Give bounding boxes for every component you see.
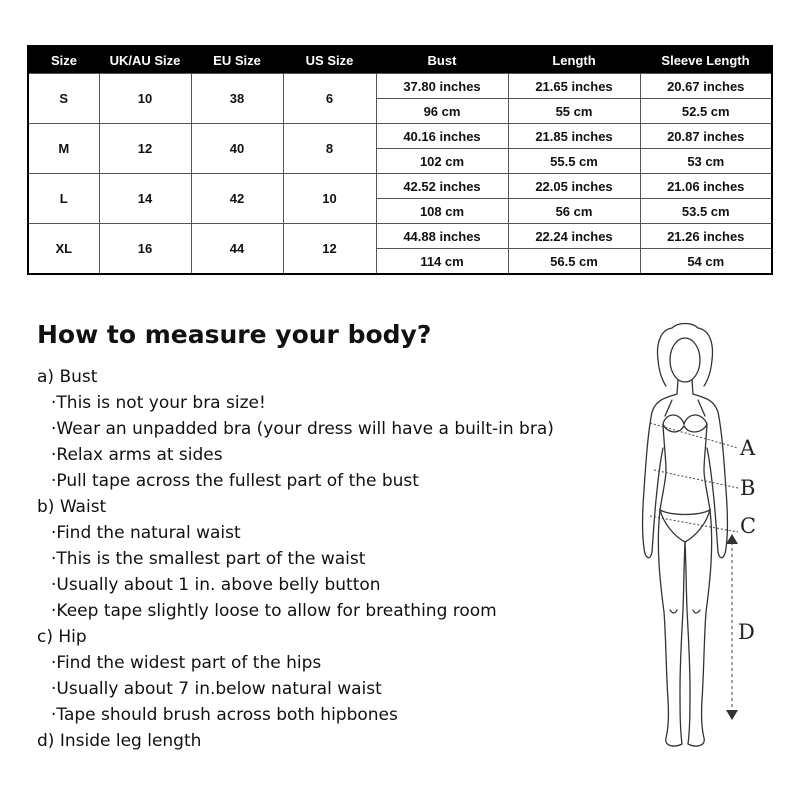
measure-guide bbox=[37, 318, 617, 754]
cell-size: XL bbox=[28, 224, 99, 275]
cell-size: M bbox=[28, 124, 99, 174]
header-length: Length bbox=[508, 46, 640, 74]
guide-tip: ·Usually about 7 in.below natural waist bbox=[51, 679, 382, 699]
guide-tip: ·Keep tape slightly loose to allow for breathing room bbox=[51, 601, 497, 621]
cell-us-size: 10 bbox=[283, 174, 376, 224]
cell-uk-size: 14 bbox=[99, 174, 191, 224]
body-figure bbox=[620, 320, 790, 760]
cell-eu-size: 38 bbox=[191, 74, 283, 124]
guide-tip: ·Tape should brush across both hipbones bbox=[51, 705, 398, 725]
section-heading-bust: a) Bust bbox=[37, 367, 98, 387]
cell-sleeve-cm: 52.5 cm bbox=[640, 99, 772, 124]
cell-bust-cm: 114 cm bbox=[376, 249, 508, 275]
header-us-size: US Size bbox=[283, 46, 376, 74]
cell-bust-cm: 102 cm bbox=[376, 149, 508, 174]
table-header-row bbox=[28, 46, 772, 74]
cell-length-cm: 55.5 cm bbox=[508, 149, 640, 174]
header-bust: Bust bbox=[376, 46, 508, 74]
label-d: D bbox=[738, 620, 755, 644]
cell-uk-size: 16 bbox=[99, 224, 191, 275]
cell-length-inches: 22.24 inches bbox=[508, 224, 640, 249]
cell-bust-inches: 37.80 inches bbox=[376, 74, 508, 99]
guide-tip: ·Usually about 1 in. above belly button bbox=[51, 575, 381, 595]
cell-length-cm: 56 cm bbox=[508, 199, 640, 224]
guide-title: How to measure your body? bbox=[37, 320, 432, 349]
section-heading-waist: b) Waist bbox=[37, 497, 107, 517]
cell-uk-size: 10 bbox=[99, 74, 191, 124]
cell-bust-inches: 40.16 inches bbox=[376, 124, 508, 149]
label-c: C bbox=[740, 514, 757, 538]
cell-length-cm: 55 cm bbox=[508, 99, 640, 124]
cell-size: S bbox=[28, 74, 99, 124]
arrow-icon bbox=[620, 320, 790, 760]
cell-sleeve-inches: 21.26 inches bbox=[640, 224, 772, 249]
header-eu-size: EU Size bbox=[191, 46, 283, 74]
section-heading-hip: c) Hip bbox=[37, 627, 87, 647]
cell-us-size: 12 bbox=[283, 224, 376, 275]
cell-us-size: 6 bbox=[283, 74, 376, 124]
cell-sleeve-cm: 53.5 cm bbox=[640, 199, 772, 224]
table-row bbox=[28, 174, 772, 199]
header-uk-au-size: UK/AU Size bbox=[99, 46, 191, 74]
cell-bust-cm: 96 cm bbox=[376, 99, 508, 124]
cell-us-size: 8 bbox=[283, 124, 376, 174]
size-chart-table bbox=[27, 45, 773, 275]
label-b: B bbox=[740, 476, 756, 500]
guide-tip: ·Find the natural waist bbox=[51, 523, 241, 543]
cell-sleeve-inches: 20.87 inches bbox=[640, 124, 772, 149]
cell-length-inches: 22.05 inches bbox=[508, 174, 640, 199]
guide-tip: ·Wear an unpadded bra (your dress will have a built-in bra) bbox=[51, 419, 554, 439]
cell-size: L bbox=[28, 174, 99, 224]
cell-uk-size: 12 bbox=[99, 124, 191, 174]
header-sleeve-length: Sleeve Length bbox=[640, 46, 772, 74]
guide-tip: ·This is the smallest part of the waist bbox=[51, 549, 366, 569]
table-row bbox=[28, 224, 772, 249]
cell-sleeve-cm: 54 cm bbox=[640, 249, 772, 275]
guide-tip: ·Find the widest part of the hips bbox=[51, 653, 322, 673]
section-heading-inside-leg: d) Inside leg length bbox=[37, 731, 202, 751]
guide-tip: ·This is not your bra size! bbox=[51, 393, 266, 413]
table-row bbox=[28, 124, 772, 149]
cell-sleeve-cm: 53 cm bbox=[640, 149, 772, 174]
cell-eu-size: 44 bbox=[191, 224, 283, 275]
table-row bbox=[28, 74, 772, 99]
cell-eu-size: 42 bbox=[191, 174, 283, 224]
cell-length-inches: 21.65 inches bbox=[508, 74, 640, 99]
guide-tip: ·Relax arms at sides bbox=[51, 445, 223, 465]
cell-sleeve-inches: 20.67 inches bbox=[640, 74, 772, 99]
label-a: A bbox=[740, 436, 756, 460]
guide-tip: ·Pull tape across the fullest part of the bust bbox=[51, 471, 419, 491]
cell-length-cm: 56.5 cm bbox=[508, 249, 640, 275]
cell-bust-inches: 44.88 inches bbox=[376, 224, 508, 249]
cell-eu-size: 40 bbox=[191, 124, 283, 174]
cell-length-inches: 21.85 inches bbox=[508, 124, 640, 149]
cell-bust-inches: 42.52 inches bbox=[376, 174, 508, 199]
cell-bust-cm: 108 cm bbox=[376, 199, 508, 224]
cell-sleeve-inches: 21.06 inches bbox=[640, 174, 772, 199]
header-size: Size bbox=[28, 46, 99, 74]
